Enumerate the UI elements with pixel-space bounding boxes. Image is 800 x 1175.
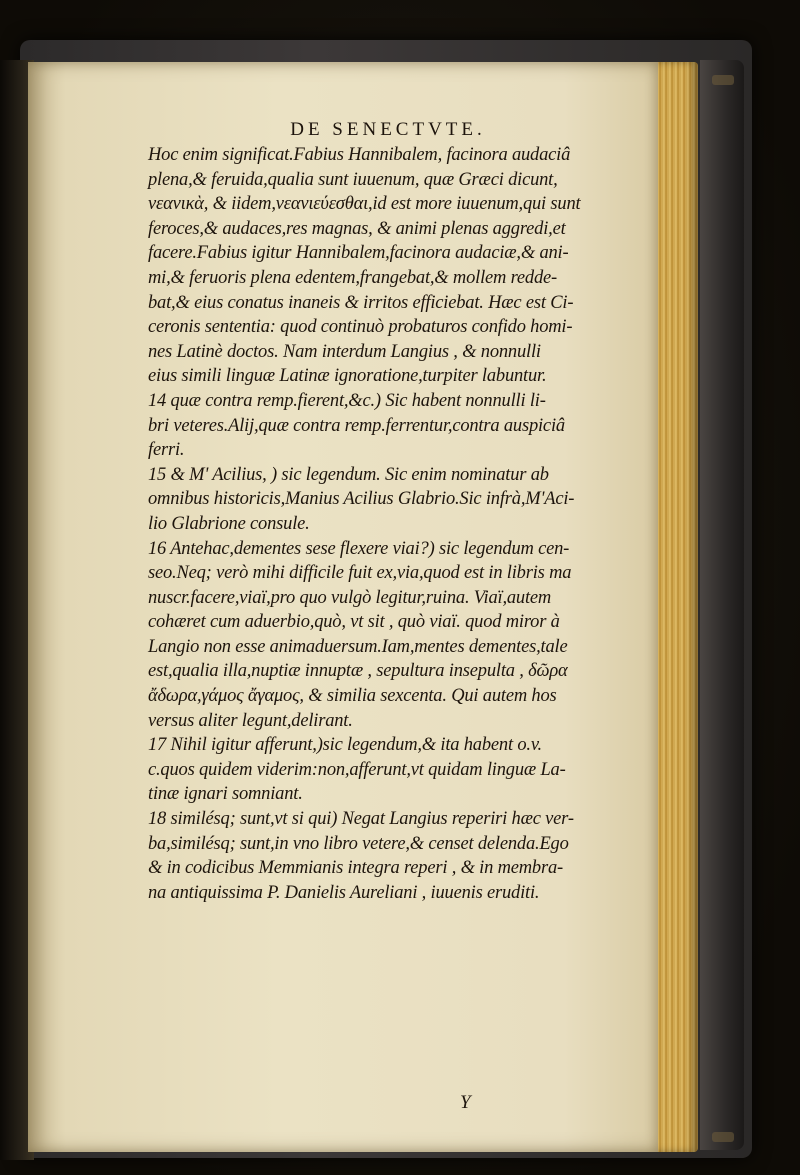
- text-line-9: nes Latinè doctos. Nam interdum Langius , & nonnulli: [148, 341, 541, 362]
- text-line-30: & in codicibus Memmianis integra reperi , & in membra-: [148, 858, 563, 879]
- text-line-26: c.quos quidem viderim:non,afferunt,vt quidam linguæ La-: [148, 759, 566, 780]
- text-line-11: 14 quæ contra remp.fierent,&c.) Sic habent nonnulli li-: [148, 390, 546, 411]
- text-line-5: facere.Fabius igitur Hannibalem,facinora audaciæ,& ani-: [148, 243, 569, 264]
- text-line-23: ἄδωρα,γάμος ἄγαμος, & similia sexcenta. Qui autem hos: [148, 686, 557, 707]
- text-line-19: nuscr.facere,viaï,pro quo vulgò legitur,ruina. Viaï,autem: [148, 587, 552, 608]
- text-line-24: versus aliter legunt,delirant.: [148, 710, 353, 731]
- cover-edge: [700, 60, 744, 1150]
- text-line-27: tinæ ignari somniant.: [148, 784, 303, 805]
- text-line-25: 17 Nihil igitur afferunt,)sic legendum,& ita habent o.v.: [148, 735, 542, 756]
- page-text: [148, 118, 648, 905]
- clasp-top: [712, 75, 734, 85]
- text-line-1: Hoc enim significat.Fabius Hannibalem, facinora audaciâ: [148, 145, 571, 165]
- text-line-18: seo.Neq; verò mihi difficile fuit ex,via,quod est in libris ma: [148, 563, 572, 584]
- text-line-31: na antiquissima P. Danielis Aureliani , iuuenis eruditi.: [148, 882, 540, 903]
- text-line-4: feroces,& audaces,res magnas, & animi plenas aggredi,et: [148, 218, 566, 239]
- text-line-20: cohæret cum aduerbio,quò, vt sit , quò viaï. quod miror à: [148, 612, 560, 633]
- text-line-7: bat,& eius conatus inaneis & irritos efficiebat. Hæc est Ci-: [148, 292, 574, 313]
- text-line-8: ceronis sententia: quod continuò probaturos confido homi-: [148, 317, 573, 338]
- text-line-28: 18 similésq; sunt,vt si qui) Negat Langius reperiri hæc ver-: [148, 809, 574, 830]
- text-line-10: eius simili linguæ Latinæ ignoratione,turpiter labuntur.: [148, 366, 547, 387]
- text-line-12: bri veteres.Alij,quæ contra remp.ferrentur,contra auspiciâ: [148, 415, 565, 436]
- text-line-15: omnibus historicis,Manius Acilius Glabrio.Sic infrà,M'Aci-: [148, 489, 575, 510]
- text-line-14: 15 & M' Acilius, ) sic legendum. Sic enim nominatur ab: [148, 464, 549, 485]
- running-header: DE SENECTVTE.: [290, 119, 486, 140]
- catchword: Y: [460, 1092, 471, 1113]
- text-line-17: 16 Antehac,dementes sese flexere viai?) sic legendum cen-: [148, 538, 570, 559]
- text-line-22: est,qualia illa,nuptiæ innuptæ , sepultura insepulta , δῶρα: [148, 661, 568, 682]
- text-line-29: ba,similésq; sunt,in vno libro vetere,& censet delenda.Ego: [148, 833, 569, 854]
- text-line-6: mi,& feruoris plena edentem,frangebat,& mollem redde-: [148, 267, 558, 288]
- text-line-21: Langio non esse animaduersum.Iam,mentes dementes,tale: [148, 636, 568, 657]
- text-line-3: νεανικὰ, & iidem,νεανιεύεσθαι,id est more iuuenum,qui sunt: [148, 194, 581, 215]
- text-line-16: lio Glabrione consule.: [148, 513, 310, 534]
- clasp-bottom: [712, 1132, 734, 1142]
- text-line-2: plena,& feruida,qualia sunt iuuenum, quæ Græci dicunt,: [148, 169, 558, 190]
- text-line-13: ferri.: [148, 440, 185, 461]
